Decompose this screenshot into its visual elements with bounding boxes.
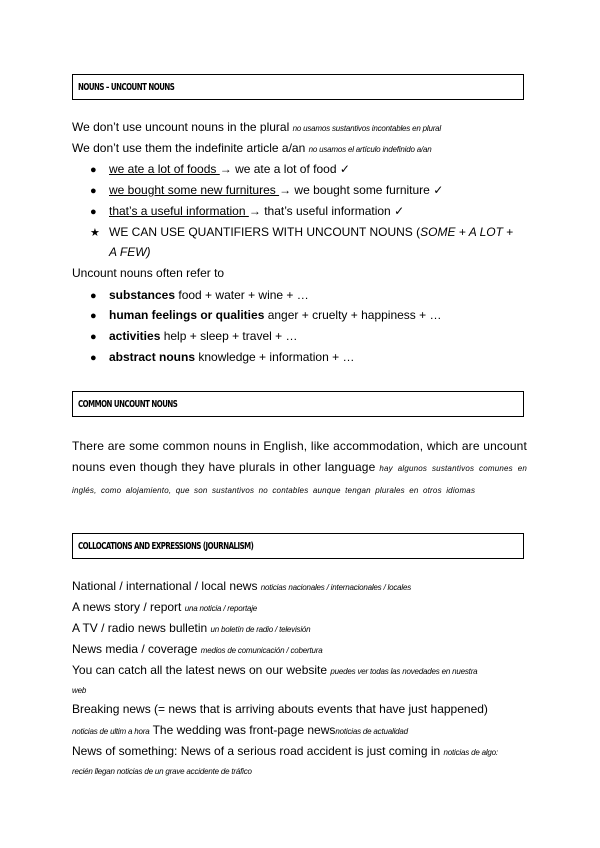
breaking-news-continued: noticias de ultim a hora The wedding was front-page newsnoticias de actualidad (72, 723, 408, 737)
correct-example: we ate a lot of food (231, 162, 337, 176)
website-example-continued (72, 679, 86, 701)
check-icon: ✓ (339, 162, 350, 176)
collocation-item: News media / coverage medios de comunicación / cobertura (72, 642, 323, 656)
section-title: COMMON UNCOUNT NOUNS (78, 398, 178, 410)
category-term: abstract nouns (109, 350, 196, 364)
category-term: substances (109, 288, 176, 302)
correct-example: that’s useful information (260, 204, 391, 218)
translation-note: medios de comunicación / cobertura (200, 646, 323, 655)
quantifier-note: ★ WE CAN USE QUANTIFIERS WITH UNCOUNT NOUNS (SOME + A LOT + (90, 222, 513, 244)
category-term: human feelings or qualities (109, 308, 265, 322)
collocation-item: A news story / report una noticia / reportaje (72, 600, 258, 614)
arrow-icon: → (248, 204, 261, 218)
example-item (90, 201, 404, 223)
correct-example: we bought some furniture (291, 183, 430, 197)
translation-note: no usamos el artículo indefinido a/an (308, 145, 432, 154)
bullet-icon: ● (90, 206, 97, 218)
refer-item: ● human feelings or qualities anger + cruelty + happiness + … (90, 305, 441, 327)
translation-note: un boletín de radio / televisión (210, 625, 311, 634)
translation-note: noticias de actualidad (335, 727, 408, 736)
translation-note: recién llegan noticias de un grave accidente de tráfico (72, 767, 252, 776)
refer-item: ● activities help + sleep + travel + … (90, 326, 297, 348)
breaking-news-definition: Breaking news (= news that is arriving abouts events that have just happened) (72, 702, 488, 716)
star-icon: ★ (90, 227, 100, 239)
section-header-common-uncount (72, 391, 524, 417)
incorrect-example: we ate a lot of foods (109, 162, 220, 176)
bullet-icon: ● (90, 164, 97, 176)
section-header-collocations (72, 533, 524, 559)
category-term: activities (109, 329, 161, 343)
arrow-icon: → (219, 162, 232, 176)
incorrect-example: that’s a useful information (109, 204, 249, 218)
rule-no-article: We don’t use them the indefinite article a/an no usamos el artículo indefinido a/an (72, 141, 432, 155)
translation-note: puedes ver todas las novedades en nuestra (330, 667, 478, 676)
example-item (90, 180, 443, 202)
common-paragraph: There are some common nouns in English, like accommodation, which are uncount nouns even though they have plurals in other language hay algunos sustantivos comunes en inglés, como alojamiento, que son sustantivos no contables aunque tengan plurales en otros idiomas (72, 439, 528, 495)
translation-note: una noticia / reportaje (184, 604, 258, 613)
bullet-icon: ● (90, 352, 97, 364)
arrow-icon: → (279, 183, 292, 197)
collocation-item: A TV / radio news bulletin un boletín de radio / televisión (72, 621, 311, 635)
news-of-something: News of something: News of a serious road accident is just coming in noticias de algo: (72, 744, 498, 758)
bullet-icon: ● (90, 290, 97, 302)
refer-item: ● abstract nouns knowledge + information + … (90, 347, 354, 369)
refer-heading: Uncount nouns often refer to (72, 266, 225, 280)
bullet-icon: ● (90, 310, 97, 322)
collocation-item: National / international / local news noticias nacionales / internacionales / locales (72, 579, 412, 593)
bullet-icon: ● (90, 331, 97, 343)
website-example: You can catch all the latest news on our website puedes ver todas las novedades en nuestra (72, 663, 478, 677)
translation-note: no usamos sustantivos incontables en plural (292, 124, 441, 133)
check-icon: ✓ (433, 183, 444, 197)
example-item (90, 159, 350, 181)
rule-no-plural: We don’t use uncount nouns in the plural no usamos sustantivos incontables en plural (72, 120, 441, 134)
section-title: NOUNS – UNCOUNT NOUNS (78, 81, 175, 93)
check-icon: ✓ (394, 204, 405, 218)
news-of-something-continued (72, 760, 252, 782)
bullet-icon: ● (90, 185, 97, 197)
quantifier-note-continued: A FEW) (109, 245, 151, 259)
section-header-uncount-nouns (72, 74, 524, 100)
translation-note: noticias de ultim a hora (72, 727, 150, 736)
section-title: COLLOCATIONS AND EXPRESSIONS (JOURNALISM) (78, 540, 254, 552)
translation-note: hay algunos sustantivos comunes en inglés, como alojamiento, que son sustantivos no contables aunque tengan plurales en otros idiomas (72, 464, 528, 495)
translation-note: web (72, 686, 87, 695)
refer-item: ● substances food + water + wine + … (90, 285, 309, 307)
incorrect-example: we bought some new furnitures (109, 183, 280, 197)
translation-note: noticias de algo: (443, 748, 498, 757)
translation-note: noticias nacionales / internacionales / locales (260, 583, 412, 592)
